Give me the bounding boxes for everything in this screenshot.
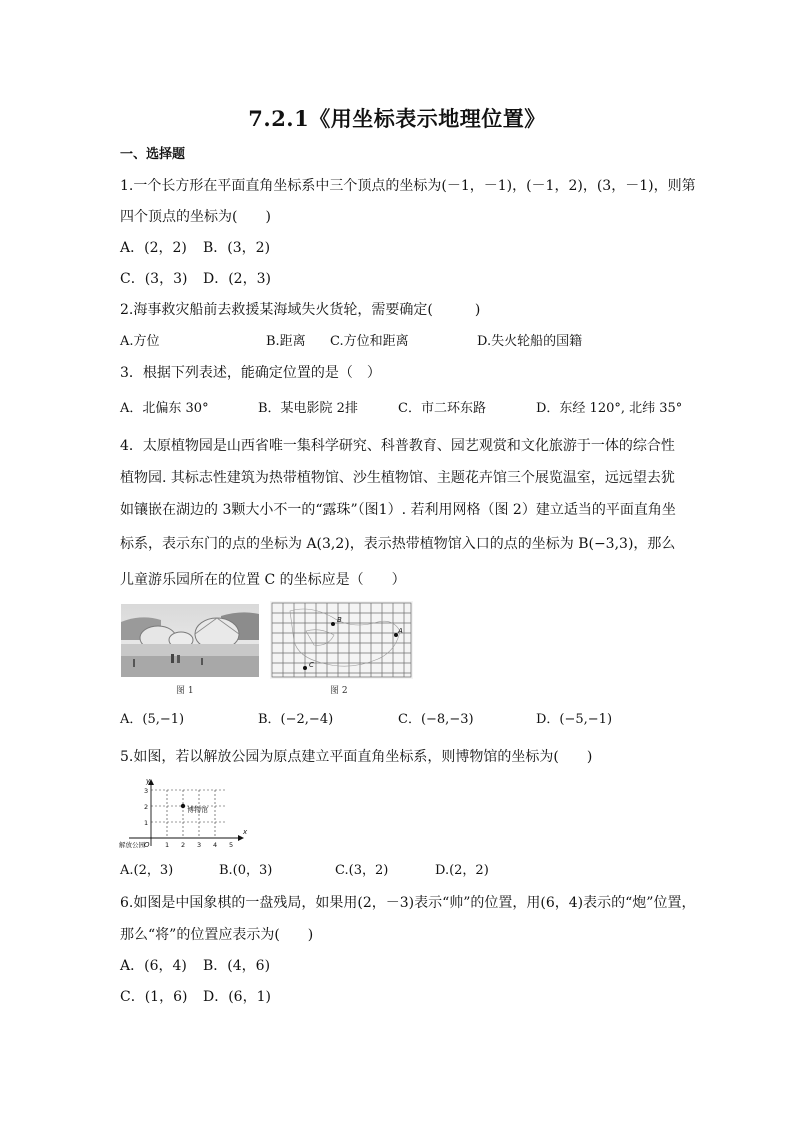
graph-x-tick-4: 4 <box>213 841 218 849</box>
map-label-c: C <box>309 661 314 669</box>
q4-option-d: D．(−5,−1) <box>536 712 613 727</box>
q1-option-b: B．(3，2) <box>203 240 271 256</box>
q5-option-b: B.(0，3) <box>219 863 273 878</box>
q3-option-a: A．北偏东 30° <box>120 401 209 416</box>
figure2-caption: 图 2 <box>330 686 348 696</box>
q6-option-b: B．(4，6) <box>203 958 271 974</box>
q4-option-c: C．(−8,−3) <box>398 712 474 727</box>
q6-text-line1: 6.如图是中国象棋的一盘残局，如果用(2，－3)表示“帅”的位置，用(6，4)表示的“炮”位置， <box>120 895 696 911</box>
museum-label: 博物馆 <box>187 806 208 814</box>
graph-origin: O <box>144 841 150 849</box>
graph-y-tick-3: 3 <box>144 787 149 795</box>
graph-x-tick-2: 2 <box>181 841 186 849</box>
map-label-b: B <box>337 616 342 624</box>
graph-origin-name: 解放公园 <box>119 841 145 849</box>
q1-option-a: A．(2，2) <box>120 240 187 256</box>
q2-option-d: D.失火轮船的国籍 <box>477 334 583 349</box>
map-point-b <box>331 622 335 626</box>
q3-option-c: C．市二环东路 <box>398 401 486 416</box>
figure1-photo <box>121 604 259 677</box>
graph-y-tick-2: 2 <box>144 803 149 811</box>
q4-text-line2: 植物园. 其标志性建筑为热带植物馆、沙生植物馆、主题花卉馆三个展览温室，远远望去犹 <box>120 470 675 486</box>
graph-x-tick-1: 1 <box>165 841 170 849</box>
q6-option-a: A．(6，4) <box>120 958 187 974</box>
q5-option-d: D.(2，2) <box>435 863 489 878</box>
graph-y-label: y <box>146 777 151 785</box>
q1-text-line1: 1.一个长方形在平面直角坐标系中三个顶点的坐标为(－1，－1)，(－1，2)，(3，－1)，则第 <box>120 178 696 194</box>
section-heading: 一、选择题 <box>120 147 186 162</box>
q6-option-c: C．(1，6) <box>120 989 188 1005</box>
graph-x-tick-3: 3 <box>197 841 202 849</box>
q1-option-c: C．(3，3) <box>120 271 188 287</box>
map-point-c <box>303 666 307 670</box>
q5-text: 5.如图，若以解放公园为原点建立平面直角坐标系，则博物馆的坐标为( ) <box>120 749 593 765</box>
q5-option-c: C.(3，2) <box>335 863 389 878</box>
graph-y-tick-1: 1 <box>144 819 149 827</box>
graph-x-label: x <box>243 828 248 836</box>
q4-option-a: A．(5,−1) <box>120 712 185 727</box>
q2-option-a: A.方位 <box>120 334 160 349</box>
q1-text-line2: 四个顶点的坐标为( ) <box>120 209 271 225</box>
q1-option-d: D．(2，3) <box>203 271 271 287</box>
q3-text: 3．根据下列表述，能确定位置的是（ ） <box>120 365 381 381</box>
q4-text-line1: 4．太原植物园是山西省唯一集科学研究、科普教育、园艺观赏和文化旅游于一体的综合性 <box>120 438 675 454</box>
q2-option-c: C.方位和距离 <box>330 334 409 349</box>
figure1-caption: 图 1 <box>176 686 194 696</box>
q5-option-a: A.(2，3) <box>120 863 174 878</box>
q4-text-line4: 标系，表示东门的点的坐标为 A(3,2)，表示热带植物馆入口的点的坐标为 B(−3,3)，那么 <box>120 536 676 552</box>
q4-text-line5: 儿童游乐园所在的位置 C 的坐标应是（ ） <box>120 572 406 588</box>
q4-text-line3: 如镶嵌在湖边的 3颗大小不一的“露珠”（图1）. 若利用网格（图 2）建立适当的平面直角坐 <box>120 502 676 518</box>
graph-x-tick-5: 5 <box>229 841 234 849</box>
q4-option-b: B．(−2,−4) <box>258 712 334 727</box>
q3-option-d: D．东经 120°, 北纬 35° <box>536 401 683 416</box>
q2-text: 2.海事救灾船前去救援某海域失火货轮，需要确定( ) <box>120 302 481 318</box>
q5-coordinate-graph <box>117 774 252 852</box>
q6-text-line2: 那么“将”的位置应表示为( ) <box>120 927 314 943</box>
museum-point <box>181 804 185 808</box>
q2-option-b: B.距离 <box>266 334 306 349</box>
q3-option-b: B．某电影院 2排 <box>258 401 358 416</box>
map-label-a: A <box>398 627 403 635</box>
page-title: 7.2.1《用坐标表示地理位置》 <box>248 106 546 131</box>
q6-option-d: D．(6，1) <box>203 989 271 1005</box>
figure2-map <box>270 601 413 679</box>
